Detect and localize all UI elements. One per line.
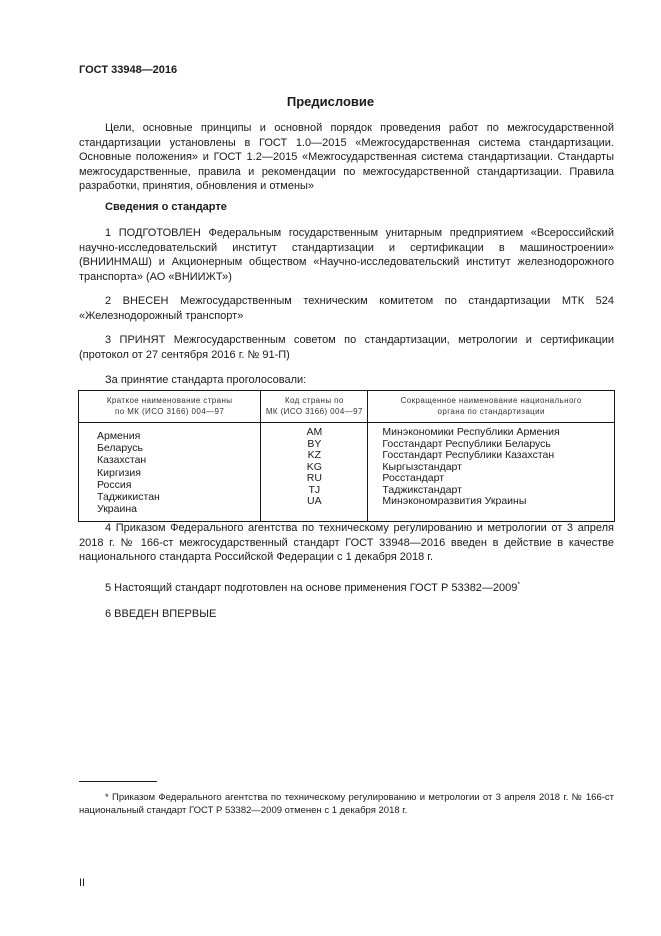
item-3-text: 3 ПРИНЯТ Межгосударственным советом по стандартизации, метрологии и сертификации (протокол от 27 сентября 2016 г. № 91-П) — [79, 334, 614, 361]
footnote-divider — [79, 781, 157, 782]
item-1 — [79, 226, 614, 284]
header-org-line-2: органа по стандартизации — [437, 407, 545, 416]
item-2-text: 2 ВНЕСЕН Межгосударственным техническим комитетом по стандартизации МТК 524 «Железнодорожный транспорт» — [79, 295, 614, 322]
footnote-mark: * — [105, 792, 109, 803]
header-code-line-2: МК (ИСО 3166) 004—97 — [265, 407, 363, 416]
vote-table — [78, 390, 615, 522]
page-title: Предисловие — [286, 94, 375, 109]
org-name: Госстандарт Республики Беларусь — [382, 437, 551, 450]
country-code: KZ — [307, 449, 322, 461]
item-6-text: 6 ВВЕДЕН ВПЕРВЫЕ — [105, 608, 217, 620]
org-name: Таджикстандарт — [382, 483, 462, 496]
countries-cell — [79, 423, 261, 522]
footnote-text: Приказом Федерального агентства по техническому регулированию и метрологии от 3 апреля 2018 г. № 166-ст национальный стандарт ГОСТ Р 53382—2009 отменен с 1 декабря 2018 г. — [79, 792, 614, 816]
country-name: Армения — [97, 430, 141, 442]
org-name: Росстандарт — [382, 472, 445, 484]
vote-label: За принятие стандарта проголосовали: — [105, 374, 307, 386]
header-country-line-1: Краткое наименование страны — [106, 396, 233, 405]
item-5-text: 5 Настоящий стандарт подготовлен на основе применения ГОСТ Р 53382—2009 — [105, 582, 518, 594]
item-5 — [79, 581, 614, 596]
header-org-line-1: Сокращенное наименование национального — [400, 396, 582, 405]
intro-text: Цели, основные принципы и основной порядок проведения работ по межгосударственной стандартизации установлены в ГОСТ 1.0—2015 «Межгосударственная система стандартизации. Основные положения» и ГОСТ 1.2—2015 «Межгосударственная система стандартизации. Стандарты межгосударственные, правила и рекомендации по межгосударственной стандартизации. Правила разработки, принятия, обновления и отмены» — [79, 122, 614, 192]
country-name: Россия — [97, 478, 132, 491]
orgs-cell — [368, 423, 615, 522]
vote-table-header-row — [79, 391, 615, 423]
header-code-line-1: Код страны по — [284, 396, 344, 405]
footnote-paragraph — [79, 792, 614, 817]
header-code — [261, 391, 368, 423]
info-heading: Сведения о стандарте — [105, 201, 227, 213]
country-code: TJ — [308, 483, 321, 496]
org-name: Минэкономразвития Украины — [382, 495, 527, 507]
item-2 — [79, 294, 614, 323]
header-country-line-2: по МК (ИСО 3166) 004—97 — [115, 407, 225, 416]
page-number: II — [79, 877, 86, 889]
country-code: UA — [307, 495, 322, 507]
header-country — [79, 391, 261, 423]
country-code: KG — [306, 460, 322, 473]
footnote — [79, 792, 614, 817]
org-name: Госстандарт Республики Казахстан — [382, 449, 555, 461]
org-name: Минэкономики Республики Армения — [382, 426, 560, 438]
item-5-footnote-mark: * — [517, 581, 521, 589]
country-name: Киргизия — [97, 466, 141, 479]
country-code: AM — [306, 426, 323, 438]
country-name: Беларусь — [97, 442, 143, 455]
country-code: BY — [307, 437, 322, 450]
country-name: Таджикистан — [97, 491, 160, 504]
item-6 — [79, 607, 614, 622]
intro-paragraph — [79, 121, 614, 194]
document-standard-id: ГОСТ 33948—2016 — [79, 64, 178, 76]
item-5-paragraph — [79, 581, 614, 596]
country-name: Украина — [97, 503, 137, 516]
item-4-text: 4 Приказом Федерального агентства по техническому регулированию и метрологии от 3 апреля 2018 г. № 166-ст межгосударственный стандарт ГОСТ 33948—2016 введен в действие в качестве национального стандарта Российской Федерации с 1 декабря 2018 г. — [79, 522, 614, 563]
codes-cell — [261, 423, 368, 522]
item-1-text: 1 ПОДГОТОВЛЕН Федеральным государственным унитарным предприятием «Всероссийский научно-исследовательский институт стандартизации и сертификации в машиностроении» (ВНИИНМАШ) и Акционерным обществом «Научно-исследовательский институт железнодорожного транспорта» (АО «ВНИИЖТ») — [79, 227, 614, 283]
country-code: RU — [306, 472, 322, 484]
header-org — [368, 391, 615, 423]
org-name: Кыргызстандарт — [382, 460, 462, 473]
item-4 — [79, 521, 614, 565]
vote-table-body-row — [79, 423, 615, 522]
item-3 — [79, 333, 614, 362]
country-name: Казахстан — [97, 454, 147, 467]
